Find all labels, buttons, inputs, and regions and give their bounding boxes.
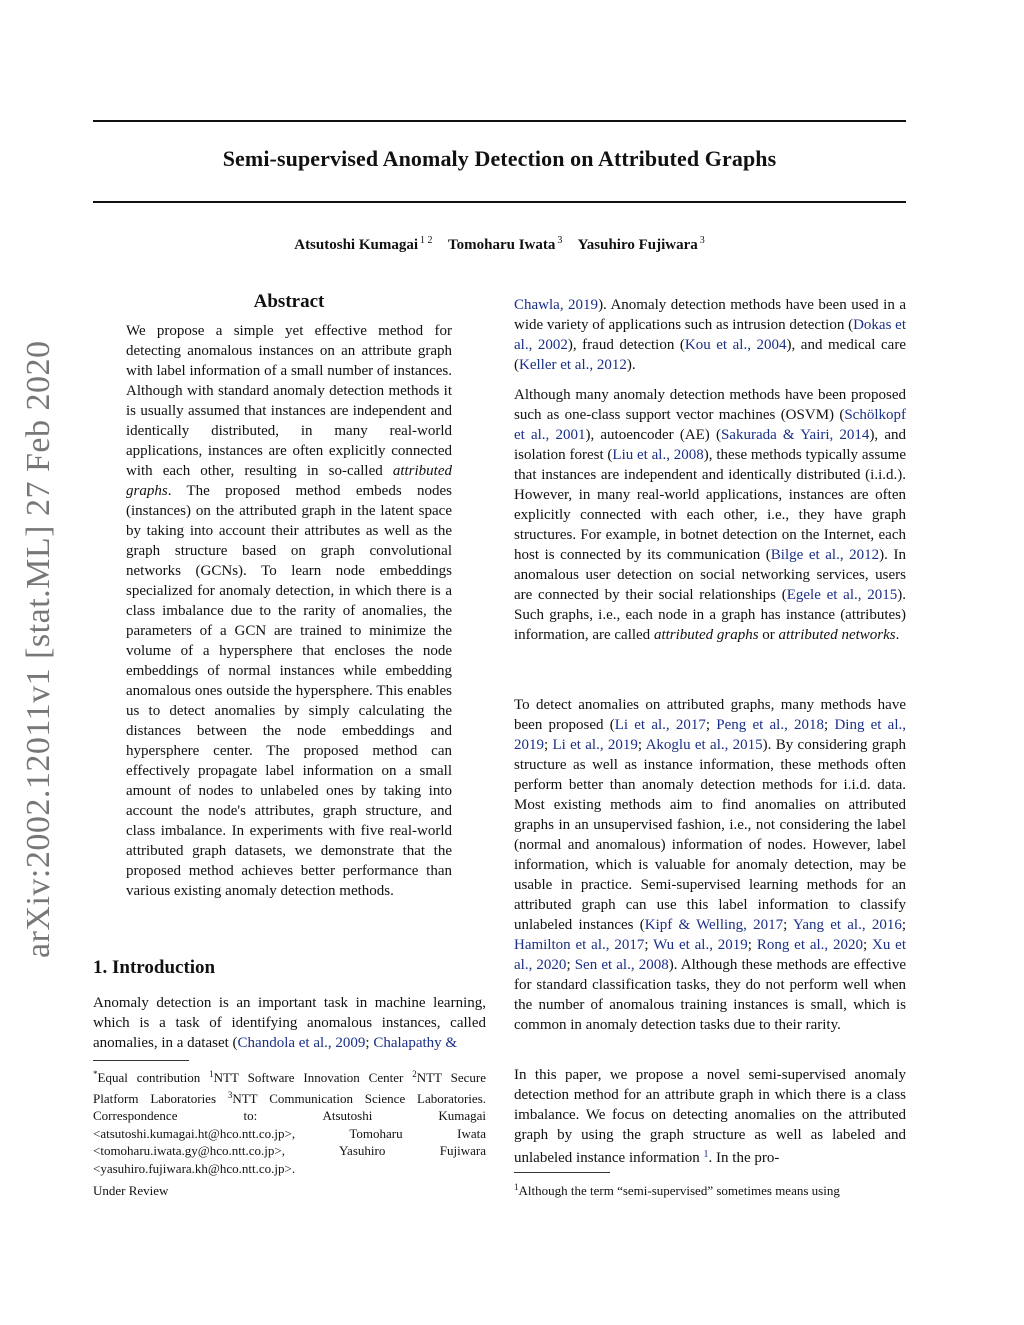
- body-text: ). Although these methods are effective for standard classification tasks, they do not perform well when the number of anomalous training instances is small, which is common in anomaly detection tasks due to their rarity.: [514, 957, 906, 1033]
- body-text: ). By considering graph structure as well as instance information, these methods often perform better than anomaly detection methods for i.i.d. data. Most existing methods aim to find anomalies on attributed graphs in an unsupervised fashion, i.e., not considering the label (normal and anomalous) information of nodes. However, label information, which is valuable for anomaly detection, may be usable in practice. Semi-supervised learning methods for an attributed graph can use this label information to classify unlabeled instances (: [514, 737, 906, 933]
- author-affiliation: 3: [699, 235, 705, 246]
- author-name: Tomoharu Iwata: [448, 237, 556, 253]
- footnote-mark: 3: [227, 1089, 233, 1100]
- body-text: Anomaly detection is an important task in machine learning, which is a task of identifying anomalous instances, called anomalies, in a dataset (: [93, 995, 486, 1051]
- footnote-mark: *: [93, 1069, 98, 1079]
- citation-link[interactable]: Schölkopf et al., 2001: [514, 407, 906, 443]
- body-text: To detect anomalies on attributed graphs, many methods have been proposed (: [514, 697, 906, 733]
- author-name: Atsutoshi Kumagai: [294, 237, 419, 253]
- body-text: ;: [365, 1035, 374, 1051]
- citation-link[interactable]: Peng et al., 2018: [716, 717, 825, 733]
- body-text: ), autoencoder (AE) (: [585, 427, 721, 443]
- citation-link[interactable]: Rong et al., 2020: [756, 937, 863, 953]
- citation-link[interactable]: Sakurada & Yairi, 2014: [720, 427, 870, 443]
- intro-paragraph-2: [514, 385, 906, 645]
- footnote-link[interactable]: 1: [703, 1149, 709, 1160]
- body-text: ). Such graphs, i.e., each node in a graph has instance (attributes) information, are called: [514, 587, 906, 643]
- body-text: .: [895, 627, 900, 643]
- body-text: ;: [544, 737, 553, 753]
- citation-link[interactable]: Chandola et al., 2009: [237, 1035, 366, 1051]
- paper-title: Semi-supervised Anomaly Detection on Attributed Graphs: [222, 146, 777, 171]
- citation-link[interactable]: Hamilton et al., 2017: [514, 937, 645, 953]
- citation-link[interactable]: Dokas et al., 2002: [514, 317, 906, 353]
- citation-link[interactable]: Li et al., 2017: [614, 717, 706, 733]
- body-text: ;: [783, 917, 794, 933]
- body-text: ), these methods typically assume that instances are independent and identically distributed (i.i.d.). However, in many real-world applications, instances are often explicitly connected with each other, i.e., they have graph structures. For example, in botnet detection on the Internet, each host is connected by its communication (: [514, 447, 906, 563]
- citation-link[interactable]: Xu et al., 2020: [514, 937, 906, 973]
- emphasis-text: attributed graphs: [653, 627, 759, 643]
- body-text: ;: [705, 717, 717, 733]
- citation-link[interactable]: Li et al., 2019: [552, 737, 638, 753]
- body-text: ;: [747, 937, 757, 953]
- footnote-text: NTT Communication Science Laboratories. Correspondence to: Atsutoshi Kumagai <atsutoshi.kumagai.ht@hco.ntt.co.jp>, Tomoharu Iwata <tomoharu.iwata.gy@hco.ntt.co.jp>, Yasuhiro Fujiwara <yasuhiro.fujiwara.kh@hco.ntt.co.jp>.: [93, 1090, 486, 1176]
- citation-link[interactable]: Ding et al., 2019: [514, 717, 907, 753]
- abstract-text: We propose a simple yet effective method for detecting anomalous instances on an attribute graph with label information of a small number of instances. Although with standard anomaly detection methods it is usually assumed that instances are independent and identically distributed, in many real-world applications, instances are often explicitly connected with each other, resulting in so-called: [126, 323, 452, 479]
- footnote-text: Although the term “semi-supervised” sometimes means using: [518, 1183, 840, 1198]
- affiliation-footnote: [93, 1066, 486, 1177]
- citation-link[interactable]: Kou et al., 2004: [684, 337, 787, 353]
- author-list: [93, 235, 906, 254]
- body-text: . In the pro-: [708, 1150, 780, 1166]
- body-text: ). Anomaly detection methods have been used in a wide variety of applications such as intrusion detection (: [514, 297, 906, 333]
- under-review-label: Under Review: [93, 1183, 169, 1198]
- author-affiliation: 1 2: [420, 235, 433, 246]
- emphasis-text: attributed networks: [778, 627, 896, 643]
- citation-link[interactable]: Bilge et al., 2012: [770, 547, 880, 563]
- abstract-emphasis: attributed graphs: [126, 463, 452, 499]
- intro-paragraph-4: [514, 1065, 906, 1168]
- abstract-heading: Abstract: [253, 291, 325, 312]
- abstract-text: . The proposed method embeds nodes (instances) on the attributed graph in the latent space by taking into account their attributes as well as the graph structure based on graph convolutional networks (GCNs). To learn node embeddings specialized for anomaly detection, in which there is a class imbalance due to the rarity of anomalies, the parameters of a GCN are trained to minimize the volume of a hypersphere that encloses the node embeddings of normal instances while embedding anomalous ones outside the hypersphere. This enables us to detect anomalies by simply calculating the distances between the node embeddings and hypersphere center. The proposed method can effectively propagate label information on a small amount of nodes to unlabeled ones by taking into account the node's attributes, graph structure, and class imbalance. In experiments with five real-world attributed graph datasets, we demonstrate that the proposed method achieves better performance than various existing anomaly detection methods.: [126, 483, 452, 899]
- body-text: ). In anomalous user detection on social networking services, users are connected by their social relationships (: [514, 547, 906, 603]
- citation-link[interactable]: Wu et al., 2019: [653, 937, 748, 953]
- citation-link[interactable]: Akoglu et al., 2015: [645, 737, 763, 753]
- intro-paragraph-3: [514, 695, 906, 1035]
- body-text: ), and medical care (: [514, 337, 906, 373]
- body-text: ).: [626, 357, 636, 373]
- section-heading-introduction: 1. Introduction: [93, 957, 216, 978]
- intro-paragraph-left: [93, 993, 486, 1053]
- footnote-mark: 1: [514, 1182, 519, 1192]
- body-text: or: [758, 627, 779, 643]
- arxiv-stamp: arXiv:2002.12011v1 [stat.ML] 27 Feb 2020: [20, 340, 57, 958]
- footnote-rule: [514, 1172, 610, 1173]
- citation-link[interactable]: Chalapathy &: [373, 1035, 458, 1051]
- body-text: ;: [566, 957, 575, 973]
- body-text: ;: [644, 937, 654, 953]
- citation-link[interactable]: Chawla, 2019: [514, 297, 599, 313]
- citation-link[interactable]: Liu et al., 2008: [612, 447, 704, 463]
- body-text: ), and isolation forest (: [514, 427, 906, 463]
- citation-link[interactable]: Egele et al., 2015: [786, 587, 898, 603]
- author-name: Yasuhiro Fujiwara: [577, 237, 698, 253]
- citation-link[interactable]: Sen et al., 2008: [574, 957, 669, 973]
- body-text: ;: [824, 717, 835, 733]
- body-text: ;: [637, 737, 646, 753]
- citation-link[interactable]: Yang et al., 2016: [793, 917, 902, 933]
- intro-paragraph-1: [514, 295, 906, 375]
- body-text: ;: [862, 937, 872, 953]
- body-text: In this paper, we propose a novel semi-supervised anomaly detection method for an attribute graph in which there is a class imbalance. We focus on detecting anomalies on the attributed graph by using the graph structure as well as labeled and unlabeled instance information: [514, 1067, 906, 1166]
- footnote-text: Equal contribution: [97, 1070, 210, 1085]
- footnote-semi-supervised: [514, 1179, 906, 1199]
- footnote-rule: [93, 1060, 189, 1061]
- footnote-mark: 2: [412, 1069, 417, 1079]
- citation-link[interactable]: Keller et al., 2012: [519, 357, 627, 373]
- body-text: ), fraud detection (: [567, 337, 685, 353]
- author-affiliation: 3: [557, 235, 563, 246]
- footnote-mark: 1: [209, 1069, 214, 1079]
- abstract-body: [126, 321, 452, 901]
- body-text: ;: [901, 917, 906, 933]
- title-rule-top: [93, 120, 906, 122]
- body-text: Although many anomaly detection methods have been proposed such as one-class support vector machines (OSVM) (: [514, 387, 906, 423]
- title-rule-bottom: [93, 201, 906, 203]
- footnote-text: NTT Software Innovation Center: [213, 1070, 413, 1085]
- footnote-text: NTT Secure Platform Laboratories: [93, 1070, 487, 1106]
- citation-link[interactable]: Kipf & Welling, 2017: [644, 917, 784, 933]
